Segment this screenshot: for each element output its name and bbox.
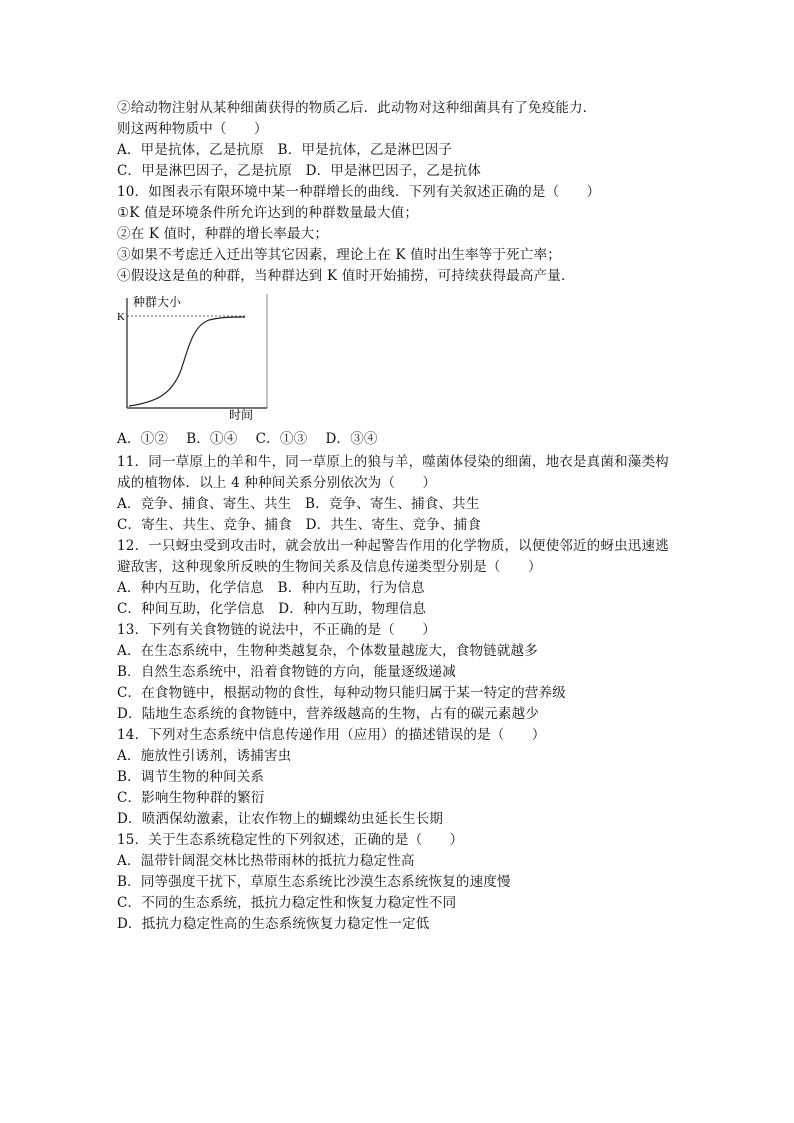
q13-option-b: B．自然生态系统中，沿着食物链的方向，能量逐级递减 xyxy=(117,664,456,680)
q10-statement-3: ③如果不考虑迁入迁出等其它因素，理论上在 K 值时出生率等于死亡率； xyxy=(117,247,561,263)
q14-option-c: C．影响生物种群的繁衍 xyxy=(117,790,265,806)
q15-stem: 15．关于生态系统稳定性的下列叙述，正确的是（ ） xyxy=(117,832,464,848)
q14-option-a: A．施放性引诱剂，诱捕害虫 xyxy=(117,748,292,764)
q14-option-b: B．调节生物的种间关系 xyxy=(117,769,265,785)
q13-option-a: A．在生态系统中，生物种类越复杂，个体数量越庞大，食物链就越多 xyxy=(117,643,538,659)
q10-statement-2: ②在 K 值时，种群的增长率最大； xyxy=(117,226,329,242)
q15-option-b: B．同等强度干扰下，草原生态系统比沙漠生态系统恢复的速度慢 xyxy=(117,874,511,890)
q14-option-d: D．喷洒保幼激素，让农作物上的蝴蝶幼虫延长生长期 xyxy=(117,811,444,827)
q9-options-ab: A．甲是抗体，乙是抗原 B．甲是抗体，乙是淋巴因子 xyxy=(117,142,453,158)
q12-stem-2: 避敌害，这种现象所反映的生物间关系及信息传递类型分别是（ ） xyxy=(117,559,542,575)
q12-options-ab: A．种内互助，化学信息 B．种内互助，行为信息 xyxy=(117,580,425,596)
q11-options-cd: C．寄生、共生、竞争、捕食 D．共生、寄生、竞争、捕食 xyxy=(117,517,482,533)
q9-options-cd: C．甲是淋巴因子，乙是抗原 D．甲是淋巴因子，乙是抗体 xyxy=(117,163,482,179)
s-curve xyxy=(129,317,245,406)
q9-premise-2: ②给动物注射从某种细菌获得的物质乙后．此动物对这种细菌具有了免疫能力． xyxy=(117,100,597,116)
q15-option-a: A．温带针阔混交林比热带雨林的抵抗力稳定性高 xyxy=(117,853,415,869)
q10-statement-4: ④假设这是鱼的种群，当种群达到 K 值时开始捕捞，可持续获得最高产量． xyxy=(117,268,575,284)
q12-options-cd: C．种间互助，化学信息 D．种内互助，物理信息 xyxy=(117,601,427,617)
population-growth-figure xyxy=(117,290,277,420)
q13-option-c: C．在食物链中，根据动物的食性，每种动物只能归属于某一特定的营养级 xyxy=(117,685,566,701)
k-label: K xyxy=(117,311,125,323)
q9-stem: 则这两种物质中（ ） xyxy=(117,121,268,137)
q10-statement-1: ①K 值是环境条件所允许达到的种群数量最大值； xyxy=(117,205,419,221)
q11-stem-2: 成的植物体．以上 4 种种间关系分别依次为（ ） xyxy=(117,475,437,491)
q14-stem: 14．下列对生态系统中信息传递作用（应用）的描述错误的是（ ） xyxy=(117,727,546,743)
q15-option-d: D．抵抗力稳定性高的生态系统恢复力稳定性一定低 xyxy=(117,916,430,932)
q10-options: A．①② B．①④ C．①③ D．③④ xyxy=(117,431,378,447)
x-axis-label: 时间 xyxy=(229,408,254,420)
q11-stem-1: 11．同一草原上的羊和牛，同一草原上的狼与羊，噬菌体侵染的细菌，地衣是真菌和藻类构 xyxy=(117,454,669,470)
q12-stem-1: 12．一只蚜虫受到攻击时，就会放出一种起警告作用的化学物质，以便使邻近的蚜虫迅速逃 xyxy=(117,538,669,554)
q15-option-c: C．不同的生态系统，抵抗力稳定性和恢复力稳定性不同 xyxy=(117,895,457,911)
q13-option-d: D．陆地生态系统的食物链中，营养级越高的生物，占有的碳元素越少 xyxy=(117,706,540,722)
q13-stem: 13．下列有关食物链的说法中，不正确的是（ ） xyxy=(117,622,436,638)
y-axis-label: 种群大小 xyxy=(133,295,182,309)
q11-options-ab: A．竞争、捕食、寄生、共生 B．竞争、寄生、捕食、共生 xyxy=(117,496,480,512)
q10-stem: 10．如图表示有限环境中某一种群增长的曲线．下列有关叙述正确的是（ ） xyxy=(117,184,601,200)
